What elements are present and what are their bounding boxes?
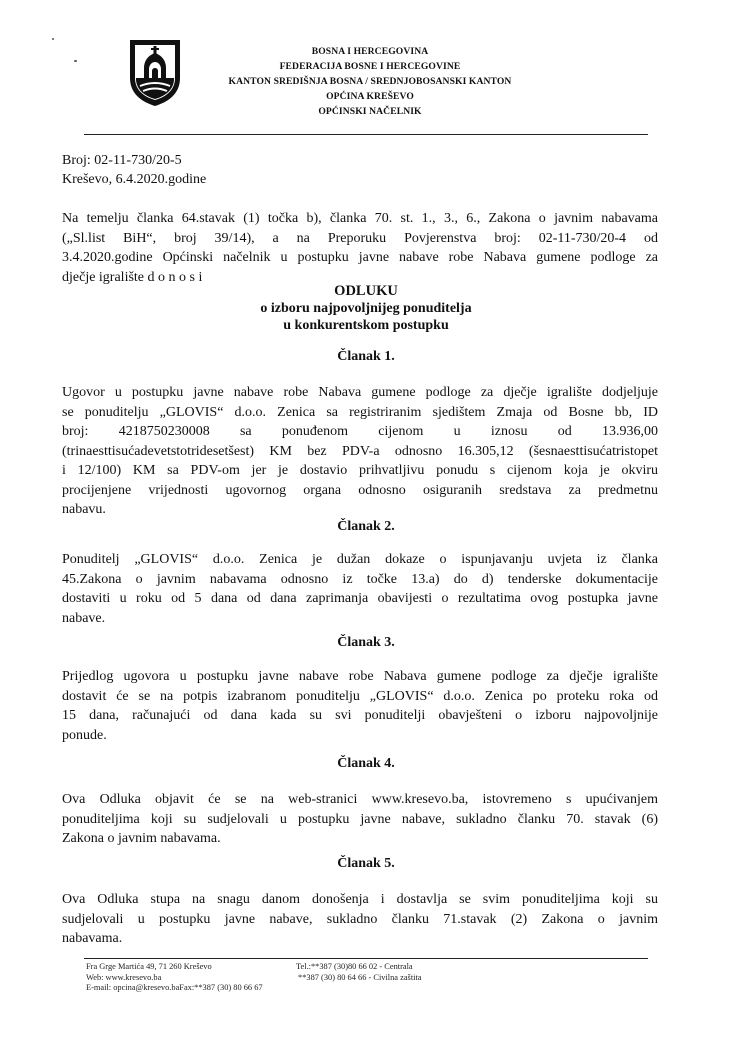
header-divider bbox=[84, 134, 648, 135]
reference-block bbox=[62, 151, 206, 189]
preamble-line: dječje igralište d o n o s i bbox=[62, 269, 203, 285]
article-5-heading: Članak 5. bbox=[337, 856, 395, 871]
title-line-3: u konkurentskom postupku bbox=[283, 318, 449, 333]
article-line: Prijedlog ugovora u postupku javne nabave robe Nabava gumene podloge za dječje igralište bbox=[62, 669, 658, 684]
reference-place-date: Kreševo, 6.4.2020.godine bbox=[62, 172, 207, 187]
article-line: nabavama. bbox=[62, 931, 123, 946]
article-line: Ponuditelj „GLOVIS“ d.o.o. Zenica je dužan dokaze o ispunjavanju uvjeta iz članka bbox=[62, 552, 658, 567]
preamble-line: Na temelju članka 64.stavak (1) točka b), članka 70. st. 1., 3., 6., Zakona o javnim nabavama bbox=[62, 211, 658, 226]
article-3-text bbox=[62, 667, 658, 745]
scan-speck bbox=[74, 60, 77, 62]
municipality-crest-icon bbox=[128, 38, 182, 108]
article-line: dostavit će se na potpis izabranom ponuditelju „GLOVIS“ d.o.o. Zenica po proteku roka od bbox=[62, 688, 658, 704]
article-1-text bbox=[62, 383, 658, 520]
footer-phone-civil: **387 (30) 80 64 66 - Civilna zaštita bbox=[298, 972, 422, 982]
article-line: Ugovor u postupku javne nabave robe Nabava gumene podloge za dječje igralište dodjeljuje bbox=[62, 385, 658, 400]
article-line: nabave. bbox=[62, 610, 106, 626]
footer-web: Web: www.kresevo.ba bbox=[86, 972, 162, 982]
article-line: 15 dana, računajući od dana kada su svi ponuditelji obavješteni o izboru najpovoljnije bbox=[62, 708, 658, 723]
article-5-text bbox=[62, 890, 658, 949]
footer-phone-block bbox=[296, 962, 422, 983]
letterhead bbox=[200, 44, 540, 119]
header-line-municipality: OPĆINA KREŠEVO bbox=[326, 91, 414, 102]
preamble-paragraph bbox=[62, 209, 658, 287]
article-4-heading: Članak 4. bbox=[337, 756, 395, 771]
article-line: ponuditeljima koji su sudjelovali u postupku javne nabave, sukladno članku 70. stavak (6) bbox=[62, 811, 658, 827]
title-line-2: o izboru najpovoljnijeg ponuditelja bbox=[260, 301, 472, 316]
article-line: (trinaesttisućadevetstotridesetšest) KM bez PDV-a odnosno 16.305,12 (šesnaesttisućatristopet bbox=[62, 443, 658, 459]
scan-speck bbox=[52, 38, 54, 40]
article-line: Ova Odluka stupa na snagu danom donošenja i dostavlja se svim ponuditeljima koji su bbox=[62, 892, 658, 907]
article-line: i 12/100) KM sa PDV-om jer je dostavio prihvatljivu ponudu s cijenom koja je okviru bbox=[62, 463, 658, 478]
header-line-office: OPĆINSKI NAČELNIK bbox=[318, 106, 422, 117]
footer-address: Fra Grge Martića 49, 71 260 Kreševo bbox=[86, 962, 212, 971]
reference-number: Broj: 02-11-730/20-5 bbox=[62, 153, 182, 168]
article-3-heading: Članak 3. bbox=[337, 635, 395, 650]
footer-divider bbox=[84, 958, 648, 959]
article-line: 45.Zakona o javnim nabavama odnosno iz točke 13.a) do d) tenderske dokumentacije bbox=[62, 571, 658, 587]
article-line: broj: 4218750230008 sa ponuđenom cijenom u iznosu od 13.936,00 bbox=[62, 424, 658, 439]
article-line: ponude. bbox=[62, 727, 107, 743]
header-line-federation: FEDERACIJA BOSNE I HERCEGOVINE bbox=[279, 61, 461, 72]
article-line: Ova Odluka objavit će se na web-stranici www.kresevo.ba, istovremeno s upućivanjem bbox=[62, 792, 658, 807]
article-2-text bbox=[62, 550, 658, 628]
footer-phone-central: Tel.:**387 (30)80 66 02 - Centrala bbox=[296, 962, 413, 971]
article-4-text bbox=[62, 790, 658, 849]
article-line: dostaviti u roku od 5 dana od dana zaprimanja obavijesti o rezultatima ovog postupka javne bbox=[62, 591, 658, 606]
article-line: procijenjene vrijednosti ugovornog organa odnosno osiguranih sredstava za predmetnu bbox=[62, 482, 658, 498]
article-1-heading: Članak 1. bbox=[337, 349, 395, 364]
decision-title bbox=[0, 283, 732, 334]
article-2-heading: Članak 2. bbox=[337, 519, 395, 534]
preamble-line: („Sl.list BiH“, broj 39/14), a na Preporuku Povjerenstva broj: 02-11-730/20-4 od bbox=[62, 230, 658, 246]
footer-address-block bbox=[86, 962, 263, 994]
header-line-country: BOSNA I HERCEGOVINA bbox=[311, 46, 429, 57]
article-line: nabavu. bbox=[62, 502, 106, 517]
title-main: ODLUKU bbox=[334, 283, 398, 299]
footer-email-fax: E-mail: opcina@kresevo.baFax:**387 (30) 80 66 67 bbox=[86, 983, 263, 992]
article-line: sudjelovali u postupku javne nabave, sukladno članku 71.stavak (2) Zakona o javnim bbox=[62, 911, 658, 927]
article-line: se ponuditelju „GLOVIS“ d.o.o. Zenica sa registriranim sjedištem Zmaja od Bosne bb, ID bbox=[62, 404, 658, 420]
article-line: Zakona o javnim nabavama. bbox=[62, 831, 221, 846]
header-line-canton: KANTON SREDIŠNJA BOSNA / SREDNJOBOSANSKI KANTON bbox=[228, 76, 512, 87]
preamble-line: 3.4.2020.godine Općinski načelnik u postupku javne nabave robe Nabava gumene podloge za bbox=[62, 250, 658, 265]
